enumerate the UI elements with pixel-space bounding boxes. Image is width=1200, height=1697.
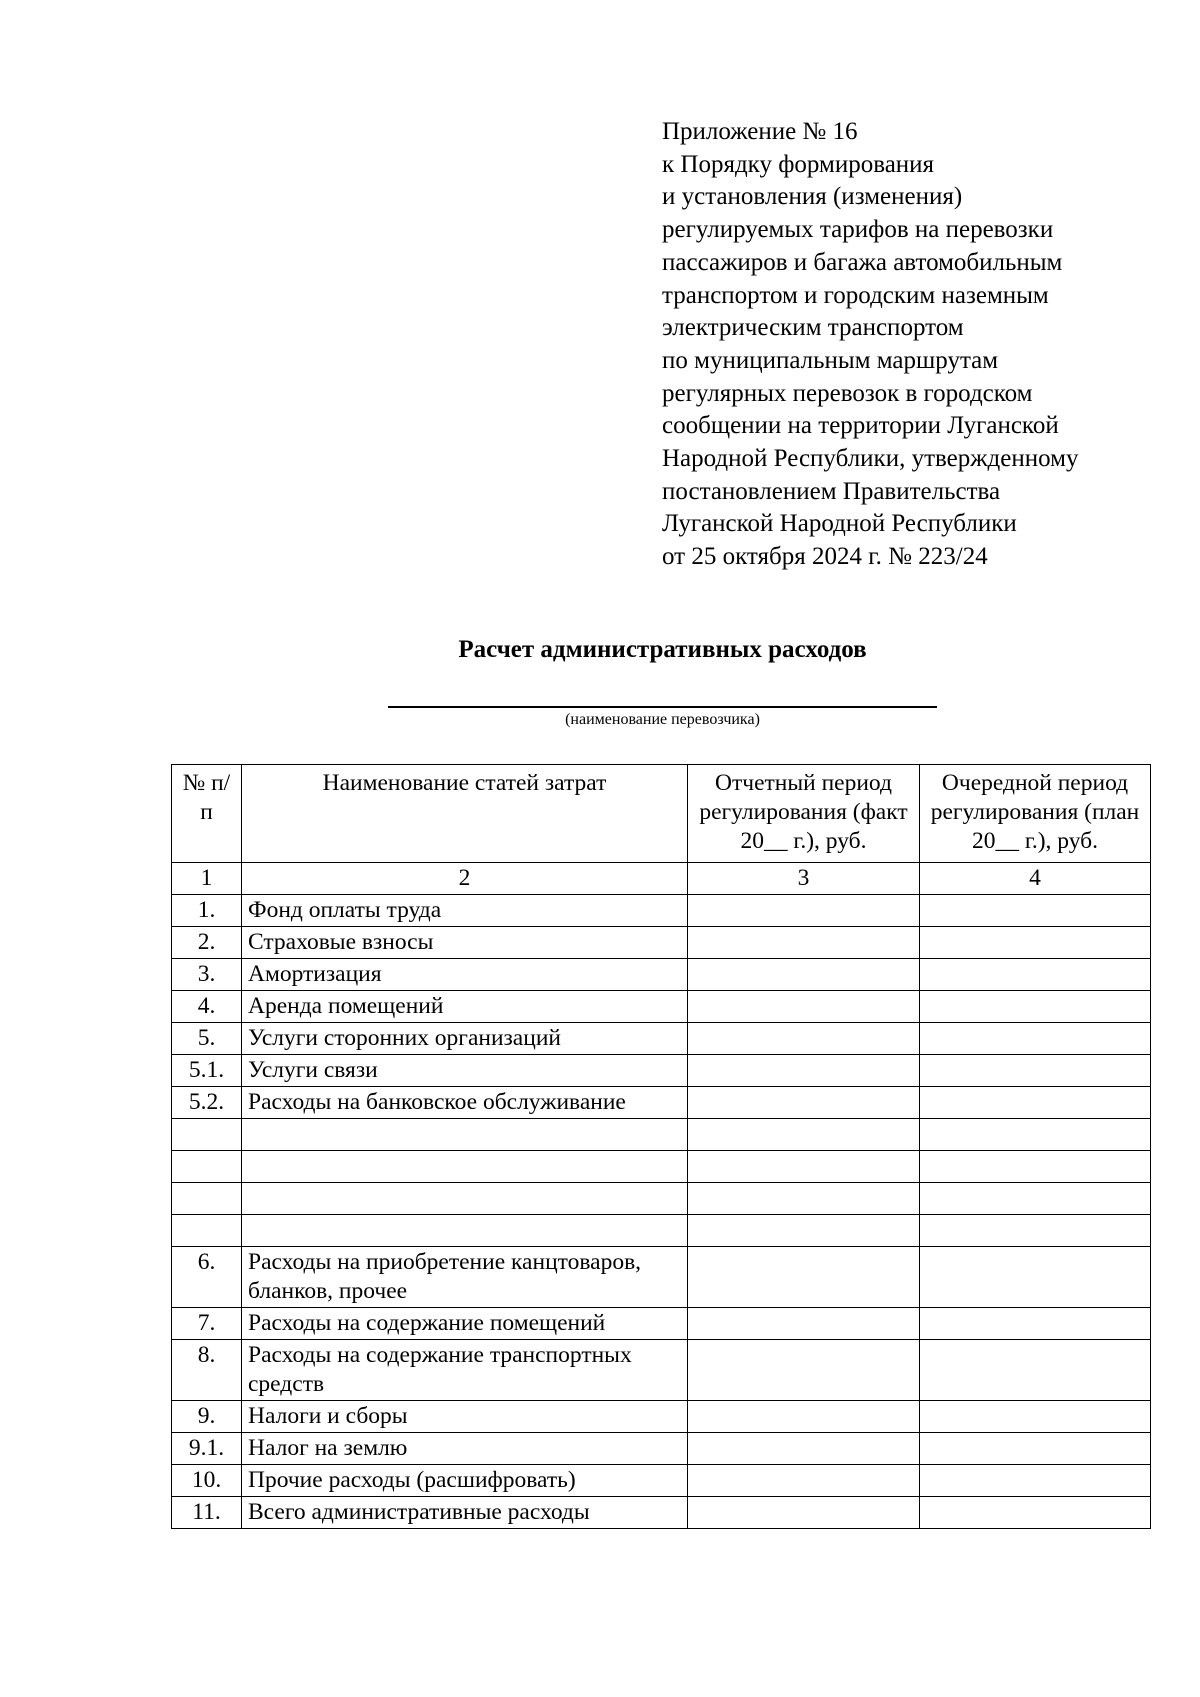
reported-value-cell[interactable]	[688, 1247, 920, 1308]
header-reported-period: Отчетный период регулирования (факт 20__ г.), руб.	[688, 765, 920, 863]
appendix-line: постановлением Правительства	[662, 477, 1001, 505]
column-index-row	[172, 863, 1151, 895]
reported-value-cell[interactable]	[688, 1087, 920, 1119]
table-row	[172, 1497, 1151, 1529]
table-row	[172, 959, 1151, 991]
header-num: № п/п	[172, 765, 242, 863]
row-name: Аренда помещений	[242, 991, 688, 1023]
column-index: 2	[242, 863, 688, 895]
row-name: Амортизация	[242, 959, 688, 991]
row-number: 7.	[172, 1308, 242, 1340]
row-name: Налоги и сборы	[242, 1401, 688, 1433]
blank-row	[172, 1119, 1151, 1151]
appendix-line: Народной Республики, утвержденному	[662, 445, 1079, 473]
blank-row	[172, 1151, 1151, 1183]
appendix-line: по муниципальным маршрутам	[662, 346, 999, 374]
row-name: Расходы на приобретение канцтоваров, бланков, прочее	[242, 1247, 688, 1308]
planned-value-cell[interactable]	[920, 1340, 1151, 1401]
row-number: 4.	[172, 991, 242, 1023]
table-row	[172, 1340, 1151, 1401]
appendix-line: транспортом и городским наземным	[662, 281, 1049, 309]
planned-value-cell[interactable]	[920, 927, 1151, 959]
table-row	[172, 1247, 1151, 1308]
appendix-header	[662, 116, 1182, 574]
blank-cell[interactable]	[242, 1151, 688, 1183]
planned-value-cell[interactable]	[920, 1023, 1151, 1055]
appendix-line: пассажиров и багажа автомобильным	[662, 248, 1063, 276]
appendix-line: от 25 октября 2024 г. № 223/24	[662, 543, 988, 571]
blank-row	[172, 1183, 1151, 1215]
table-header-row	[172, 765, 1151, 863]
blank-cell[interactable]	[688, 1119, 920, 1151]
blank-cell[interactable]	[172, 1183, 242, 1215]
table-row	[172, 1401, 1151, 1433]
planned-value-cell[interactable]	[920, 1465, 1151, 1497]
row-number: 8.	[172, 1340, 242, 1401]
table-row	[172, 1023, 1151, 1055]
reported-value-cell[interactable]	[688, 959, 920, 991]
row-name: Услуги связи	[242, 1055, 688, 1087]
planned-value-cell[interactable]	[920, 1247, 1151, 1308]
appendix-line: регулируемых тарифов на перевозки	[662, 216, 1054, 244]
planned-value-cell[interactable]	[920, 991, 1151, 1023]
blank-cell[interactable]	[242, 1215, 688, 1247]
blank-cell[interactable]	[920, 1151, 1151, 1183]
blank-cell[interactable]	[688, 1151, 920, 1183]
appendix-line: регулярных перевозок в городском	[662, 379, 1033, 407]
table-row	[172, 1087, 1151, 1119]
row-number: 5.1.	[172, 1055, 242, 1087]
header-name: Наименование статей затрат	[242, 765, 688, 863]
table-row	[172, 1433, 1151, 1465]
row-name: Расходы на содержание транспортных средств	[242, 1340, 688, 1401]
reported-value-cell[interactable]	[688, 1308, 920, 1340]
row-number: 2.	[172, 927, 242, 959]
reported-value-cell[interactable]	[688, 1340, 920, 1401]
appendix-line: Приложение № 16	[662, 118, 858, 145]
blank-cell[interactable]	[242, 1119, 688, 1151]
header-planned-period: Очередной период регулирования (план 20__ г.), руб.	[920, 765, 1151, 863]
row-number: 10.	[172, 1465, 242, 1497]
row-name: Услуги сторонних организаций	[242, 1023, 688, 1055]
row-name: Всего административные расходы	[242, 1497, 688, 1529]
row-name: Страховые взносы	[242, 927, 688, 959]
planned-value-cell[interactable]	[920, 959, 1151, 991]
table-row	[172, 991, 1151, 1023]
blank-cell[interactable]	[688, 1183, 920, 1215]
blank-cell[interactable]	[688, 1215, 920, 1247]
blank-cell[interactable]	[242, 1183, 688, 1215]
blank-cell[interactable]	[920, 1119, 1151, 1151]
row-name: Расходы на банковское обслуживание	[242, 1087, 688, 1119]
appendix-line: сообщении на территории Луганской	[662, 412, 1059, 440]
table-row	[172, 1308, 1151, 1340]
reported-value-cell[interactable]	[688, 991, 920, 1023]
planned-value-cell[interactable]	[920, 1087, 1151, 1119]
blank-row	[172, 1215, 1151, 1247]
row-name: Налог на землю	[242, 1433, 688, 1465]
reported-value-cell[interactable]	[688, 1433, 920, 1465]
row-number: 1.	[172, 895, 242, 927]
row-number: 5.2.	[172, 1087, 242, 1119]
row-name: Прочие расходы (расшифровать)	[242, 1465, 688, 1497]
cost-table	[171, 764, 1151, 1529]
planned-value-cell[interactable]	[920, 1433, 1151, 1465]
blank-cell[interactable]	[920, 1183, 1151, 1215]
row-number: 9.	[172, 1401, 242, 1433]
blank-cell[interactable]	[172, 1215, 242, 1247]
column-index: 4	[920, 863, 1151, 895]
blank-cell[interactable]	[920, 1215, 1151, 1247]
document-title: Расчет административных расходов	[458, 636, 867, 663]
appendix-line: Луганской Народной Республики	[662, 510, 1017, 538]
reported-value-cell[interactable]	[688, 1023, 920, 1055]
row-name: Фонд оплаты труда	[242, 895, 688, 927]
row-name: Расходы на содержание помещений	[242, 1308, 688, 1340]
table-row	[172, 927, 1151, 959]
table-row	[172, 1465, 1151, 1497]
reported-value-cell[interactable]	[688, 1497, 920, 1529]
carrier-name-underline	[388, 706, 937, 708]
reported-value-cell[interactable]	[688, 927, 920, 959]
planned-value-cell[interactable]	[920, 1308, 1151, 1340]
appendix-line: электрическим транспортом	[662, 314, 964, 342]
appendix-line: к Порядку формирования	[662, 150, 935, 178]
table-row	[172, 895, 1151, 927]
carrier-name-caption: (наименование перевозчика)	[565, 711, 760, 728]
planned-value-cell[interactable]	[920, 1055, 1151, 1087]
blank-cell[interactable]	[172, 1119, 242, 1151]
row-number: 5.	[172, 1023, 242, 1055]
reported-value-cell[interactable]	[688, 895, 920, 927]
planned-value-cell[interactable]	[920, 895, 1151, 927]
reported-value-cell[interactable]	[688, 1465, 920, 1497]
blank-cell[interactable]	[172, 1151, 242, 1183]
reported-value-cell[interactable]	[688, 1401, 920, 1433]
column-index: 1	[172, 863, 242, 895]
appendix-line: и установления (изменения)	[662, 183, 963, 211]
table-row	[172, 1055, 1151, 1087]
planned-value-cell[interactable]	[920, 1401, 1151, 1433]
column-index: 3	[688, 863, 920, 895]
row-number: 11.	[172, 1497, 242, 1529]
row-number: 6.	[172, 1247, 242, 1308]
planned-value-cell[interactable]	[920, 1497, 1151, 1529]
reported-value-cell[interactable]	[688, 1055, 920, 1087]
row-number: 9.1.	[172, 1433, 242, 1465]
row-number: 3.	[172, 959, 242, 991]
